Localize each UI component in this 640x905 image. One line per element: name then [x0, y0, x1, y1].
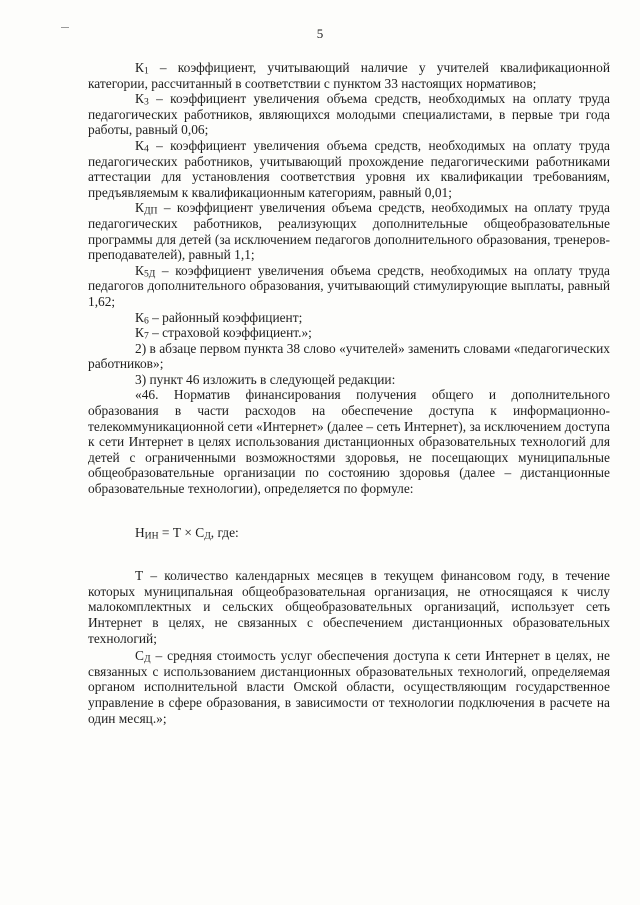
formula: НИН = Т × СД, где: — [135, 524, 239, 542]
paragraph-cd-definition: СД – средняя стоимость услуг обеспечения доступа к сети Интернет в целях, не связанных с использованием дистанционных образовательных технологий, определяемая органом исполнительной власти Омской области, осуществляющим государственное управление в сфере образования, в зависимости от технологии подключения в расчете на один месяц.»; — [88, 648, 610, 726]
document-body — [88, 60, 610, 726]
paragraph-46: «46. Норматив финансирования получения общего и дополнительного образования в части расходов на обеспечение доступа к информационно-телекоммуникационной сети «Интернет» (далее – сеть Интернет), за исключением доступа к сети Интернет в целях использования дистанционных образовательных технологий для детей с ограниченными возможностями здоровья, не посещающих муниципальные общеобразовательные организации по состоянию здоровья (далее – дистанционные образовательные технологии), определяется по формуле: — [88, 387, 610, 497]
paragraph-k3: К3 – коэффициент увеличения объема средств, необходимых на оплату труда педагогических работников, являющихся молодыми специалистами, в первые три года работы, равный 0,06; — [88, 91, 610, 138]
paragraph-k4: К4 – коэффициент увеличения объема средств, необходимых на оплату труда педагогических работников, учитывающий прохождение педагогическими работниками аттестации для установления соответствия уровня их квалификации требованиям, предъявляемым к квалификационным категориям, равный 0,01; — [88, 137, 610, 200]
paragraph-t-definition: Т – количество календарных месяцев в текущем финансовом году, в течение которых муниципальная общеобразовательная организация, не относящаяся к числу малокомплектных и сельских общеобразовательных организаций, использует сеть Интернет в целях, не связанных с обеспечением дистанционных образовательных технологий; — [88, 568, 610, 646]
paragraph-item-3: 3) пункт 46 изложить в следующей редакции: — [135, 371, 396, 387]
paragraph-k6: К6 – районный коэффициент; — [135, 309, 303, 327]
paragraph-kdp: КДП – коэффициент увеличения объема средств, необходимых на оплату труда педагогических работников, реализующих дополнительные общеобразовательные программы для детей (за исключением педагогов дополнительного образования, тренеров-преподавателей), равный 1,1; — [88, 200, 610, 263]
paragraph-item-2: 2) в абзаце первом пункта 38 слово «учителей» заменить словами «педагогических работников»; — [88, 340, 610, 372]
page-number: 5 — [316, 26, 324, 41]
paragraph-k5d: К5Д – коэффициент увеличения объема средств, необходимых на оплату труда педагогов дополнительного образования, учитывающий стимулирующие выплаты, равный 1,62; — [88, 262, 610, 309]
paragraph-k1: К1 – коэффициент, учитывающий наличие у учителей квалификационной категории, рассчитанный в соответствии с пунктом 33 настоящих нормативов; — [88, 60, 610, 91]
paragraph-k7: К7 – страховой коэффициент.»; — [135, 325, 312, 342]
